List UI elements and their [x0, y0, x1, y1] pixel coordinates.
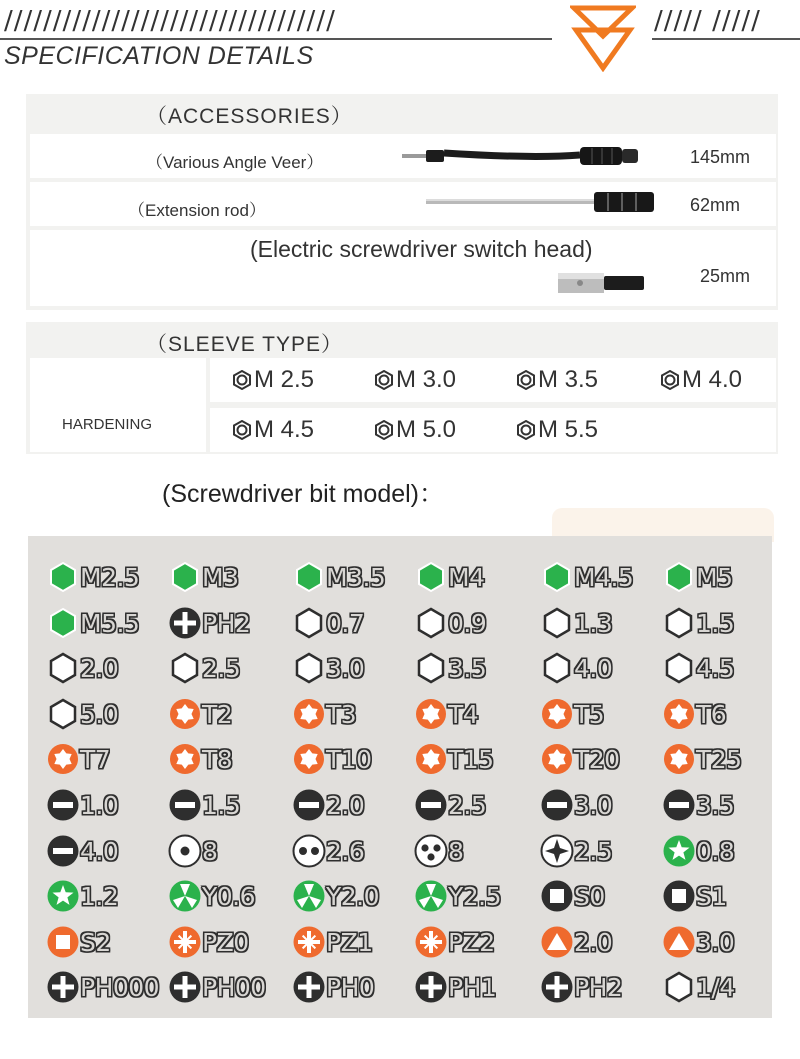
hex-green-bit-icon: [414, 560, 448, 594]
bits-panel: [28, 536, 772, 1018]
bit-item: [168, 833, 217, 869]
square-bit-icon: [540, 879, 574, 913]
bit-label: T15: [448, 744, 494, 774]
three-dot-bit-icon: [414, 834, 448, 868]
sleeve-size-item: [660, 366, 742, 394]
bit-item: [414, 559, 484, 595]
header-divider-left: [0, 38, 552, 40]
two-dot-bit-icon: [292, 834, 326, 868]
hex-nut-icon: [374, 420, 394, 440]
sleeve-size-item: [516, 366, 598, 394]
accessory-size: 25mm: [700, 266, 751, 286]
bit-item: [292, 833, 364, 869]
bit-item: [540, 787, 612, 823]
cross-dot-bit-icon: [540, 834, 574, 868]
bit-label: S2: [80, 927, 111, 957]
bit-item: [540, 833, 612, 869]
bit-label: 1.5: [696, 608, 735, 638]
header-hatch-left: //////////////////////////////////: [4, 6, 336, 36]
torx-bit-icon: [540, 697, 574, 731]
slot-bit-icon: [46, 788, 80, 822]
bit-label: M3: [202, 562, 239, 592]
header-divider-right: [652, 38, 800, 40]
accessory-size: 145mm: [690, 147, 751, 167]
bit-label: T25: [696, 744, 742, 774]
bit-label: M5: [696, 562, 733, 592]
torx-bit-icon: [414, 697, 448, 731]
bit-label: PZ0: [202, 927, 249, 957]
bit-item: [414, 605, 486, 641]
bit-item: [414, 650, 486, 686]
bit-label: 3.5: [448, 653, 487, 683]
accessory-label: (Electric screwdriver switch head): [250, 236, 593, 262]
bit-label: Y2.0: [326, 881, 380, 911]
bit-label: M2.5: [80, 562, 140, 592]
bit-label: 8: [448, 836, 464, 866]
bit-label: PZ2: [448, 927, 495, 957]
bit-label: 2.5: [448, 790, 487, 820]
bit-item: [662, 924, 734, 960]
bit-label: M3.5: [326, 562, 386, 592]
bit-label: 4.0: [80, 836, 119, 866]
sleeve-side-panel: [30, 358, 206, 452]
bit-label: 2.0: [574, 927, 613, 957]
header-hatch-right: ///// /////: [654, 6, 761, 36]
hex-nut-icon: [660, 370, 680, 390]
page-title: SPECIFICATION DETAILS: [4, 42, 314, 70]
hex-bit-icon: [46, 697, 80, 731]
bit-label: 5.0: [80, 699, 119, 729]
bit-item: [168, 741, 232, 777]
bottom-strip: [0, 1018, 800, 1059]
bit-label: T4: [448, 699, 479, 729]
slot-bit-icon: [292, 788, 326, 822]
hex-bit-icon: [292, 606, 326, 640]
hex-bit-icon: [662, 651, 696, 685]
slot-bit-icon: [540, 788, 574, 822]
bit-item: [292, 559, 385, 595]
torx-bit-icon: [46, 742, 80, 776]
phillips-bit-icon: [414, 970, 448, 1004]
bit-item: [414, 969, 496, 1005]
bit-item: [414, 696, 478, 732]
bit-item: [662, 650, 734, 686]
bit-item: [540, 969, 622, 1005]
hex-nut-icon: [232, 370, 252, 390]
bit-item: [662, 559, 732, 595]
pozi-bit-icon: [168, 925, 202, 959]
hex-bit-icon: [414, 606, 448, 640]
bit-item: [46, 833, 118, 869]
bit-item: [540, 650, 612, 686]
phillips-bit-icon: [168, 606, 202, 640]
hex-green-bit-icon: [46, 560, 80, 594]
tri-wing-bit-icon: [292, 879, 326, 913]
bit-label: T20: [574, 744, 620, 774]
accessories-title: （ACCESSORIES）: [146, 105, 353, 128]
bit-item: [662, 833, 734, 869]
bit-label: T5: [574, 699, 605, 729]
bit-label: PH2: [574, 972, 623, 1002]
bit-item: [292, 924, 373, 960]
bit-label: M5.5: [80, 608, 140, 638]
bit-label: PH2: [202, 608, 251, 638]
slot-bit-icon: [662, 788, 696, 822]
bit-item: [46, 924, 111, 960]
torx-bit-icon: [414, 742, 448, 776]
bit-item: [662, 696, 726, 732]
bit-item: [46, 741, 110, 777]
hex-adapter-icon: [556, 270, 646, 296]
bit-item: [292, 741, 372, 777]
bit-label: 1.2: [80, 881, 119, 911]
bit-item: [168, 924, 249, 960]
bit-item: [540, 605, 612, 641]
bit-item: [46, 605, 139, 641]
bit-label: T8: [202, 744, 233, 774]
bit-label: T3: [326, 699, 357, 729]
bit-label: 2.0: [80, 653, 119, 683]
bit-label: Y0.6: [202, 881, 256, 911]
bit-label: 4.5: [696, 653, 735, 683]
hex-green-bit-icon: [540, 560, 574, 594]
bit-label: PH0: [326, 972, 375, 1002]
bit-item: [540, 696, 604, 732]
bit-item: [540, 924, 612, 960]
bit-label: M4.5: [574, 562, 634, 592]
bit-item: [292, 696, 356, 732]
tri-wing-bit-icon: [168, 879, 202, 913]
hex-nut-icon: [232, 420, 252, 440]
bits-title: (Screwdriver bit model)：: [162, 480, 445, 508]
bit-item: [46, 696, 118, 732]
sleeve-size-item: [516, 416, 598, 444]
bit-label: T10: [326, 744, 372, 774]
bit-item: [292, 969, 374, 1005]
bit-label: S0: [574, 881, 605, 911]
bit-label: 1.5: [202, 790, 241, 820]
hex-nut-icon: [516, 420, 536, 440]
triangle-bit-icon: [540, 925, 574, 959]
bit-label: 0.8: [696, 836, 735, 866]
bit-item: [46, 559, 139, 595]
bit-item: [662, 878, 727, 914]
bit-item: [662, 605, 734, 641]
bit-item: [292, 878, 379, 914]
star-green-bit-icon: [662, 834, 696, 868]
bit-label: 3.0: [574, 790, 613, 820]
torx-bit-icon: [662, 697, 696, 731]
bit-label: 2.5: [574, 836, 613, 866]
bit-item: [46, 878, 118, 914]
bit-label: Y2.5: [448, 881, 502, 911]
hex-green-bit-icon: [292, 560, 326, 594]
hex-bit-icon: [414, 651, 448, 685]
bit-item: [168, 787, 240, 823]
phillips-bit-icon: [540, 970, 574, 1004]
bit-label: 0.7: [326, 608, 365, 638]
bit-label: 1.3: [574, 608, 613, 638]
sleeve-size-label: M 5.5: [538, 416, 599, 443]
hex-bit-icon: [540, 606, 574, 640]
extension-rod-icon: [424, 190, 656, 214]
bit-item: [540, 741, 620, 777]
bit-label: 3.5: [696, 790, 735, 820]
bit-label: PH00: [202, 972, 266, 1002]
bit-item: [414, 924, 495, 960]
bit-label: 2.6: [326, 836, 365, 866]
pozi-bit-icon: [414, 925, 448, 959]
accessory-label: （Various Angle Veer）: [146, 153, 324, 172]
sleeve-size-label: M 3.0: [396, 366, 457, 393]
bit-label: S1: [696, 881, 727, 911]
one-dot-bit-icon: [168, 834, 202, 868]
bit-item: [414, 833, 463, 869]
bit-label: PH000: [80, 972, 160, 1002]
bit-label: PZ1: [326, 927, 373, 957]
bit-label: M4: [448, 562, 485, 592]
hex-green-bit-icon: [46, 606, 80, 640]
bit-item: [540, 878, 605, 914]
bit-item: [540, 559, 633, 595]
torx-bit-icon: [168, 697, 202, 731]
bit-item: [46, 650, 118, 686]
hex-bit-icon: [662, 606, 696, 640]
accessory-size: 62mm: [690, 195, 741, 215]
bit-item: [414, 787, 486, 823]
bit-item: [46, 969, 159, 1005]
bit-label: T2: [202, 699, 233, 729]
bit-label: 0.9: [448, 608, 487, 638]
bit-label: 4.0: [574, 653, 613, 683]
sleeve-size-label: M 4.0: [682, 366, 743, 393]
bit-item: [46, 787, 118, 823]
flexible-shaft-icon: [400, 142, 650, 170]
sleeve-size-label: M 4.5: [254, 416, 315, 443]
hex-nut-icon: [374, 370, 394, 390]
hex-green-bit-icon: [168, 560, 202, 594]
hex-nut-icon: [516, 370, 536, 390]
bit-item: [662, 741, 742, 777]
bit-label: 1/4: [696, 972, 735, 1002]
triangle-bit-icon: [662, 925, 696, 959]
sleeve-size-label: M 2.5: [254, 366, 315, 393]
bit-item: [168, 696, 232, 732]
torx-bit-icon: [292, 742, 326, 776]
sleeve-size-item: [374, 416, 456, 444]
torx-bit-icon: [540, 742, 574, 776]
hex-bit-icon: [662, 970, 696, 1004]
bit-label: 3.0: [326, 653, 365, 683]
bit-item: [662, 787, 734, 823]
bit-item: [168, 969, 266, 1005]
phillips-bit-icon: [292, 970, 326, 1004]
hex-bit-icon: [540, 651, 574, 685]
phillips-bit-icon: [46, 970, 80, 1004]
bit-item: [292, 650, 364, 686]
star-green-bit-icon: [46, 879, 80, 913]
slot-bit-icon: [414, 788, 448, 822]
sleeve-size-label: M 5.0: [396, 416, 457, 443]
bit-label: 8: [202, 836, 218, 866]
bit-item: [168, 650, 240, 686]
torx-bit-icon: [292, 697, 326, 731]
bit-item: [292, 787, 364, 823]
bit-label: PH1: [448, 972, 497, 1002]
square-orange-bit-icon: [46, 925, 80, 959]
accessory-label: （Extension rod）: [128, 201, 266, 220]
bit-item: [168, 878, 255, 914]
tri-wing-bit-icon: [414, 879, 448, 913]
bit-item: [414, 741, 494, 777]
sleeve-size-item: [232, 366, 314, 394]
slot-bit-icon: [168, 788, 202, 822]
bit-label: 1.0: [80, 790, 119, 820]
hex-bit-icon: [292, 651, 326, 685]
torx-bit-icon: [662, 742, 696, 776]
bit-item: [414, 878, 501, 914]
square-bit-icon: [662, 879, 696, 913]
bit-label: 2.0: [326, 790, 365, 820]
hex-bit-icon: [46, 651, 80, 685]
torx-bit-icon: [168, 742, 202, 776]
bit-item: [168, 605, 250, 641]
sleeve-size-label: M 3.5: [538, 366, 599, 393]
phillips-bit-icon: [168, 970, 202, 1004]
sleeve-size-item: [232, 416, 314, 444]
hex-bit-icon: [168, 651, 202, 685]
bit-label: T6: [696, 699, 727, 729]
bit-label: 2.5: [202, 653, 241, 683]
bit-item: [168, 559, 238, 595]
hex-green-bit-icon: [662, 560, 696, 594]
bit-label: 3.0: [696, 927, 735, 957]
bit-label: T7: [80, 744, 111, 774]
sleeve-size-item: [374, 366, 456, 394]
bit-item: [292, 605, 364, 641]
bit-item: [662, 969, 735, 1005]
sleeve-title: （SLEEVE TYPE）: [146, 333, 344, 356]
double-chevron-down-logo-icon: [570, 4, 636, 72]
slot-bit-icon: [46, 834, 80, 868]
pozi-bit-icon: [292, 925, 326, 959]
sleeve-side-label: HARDENING: [62, 416, 153, 433]
